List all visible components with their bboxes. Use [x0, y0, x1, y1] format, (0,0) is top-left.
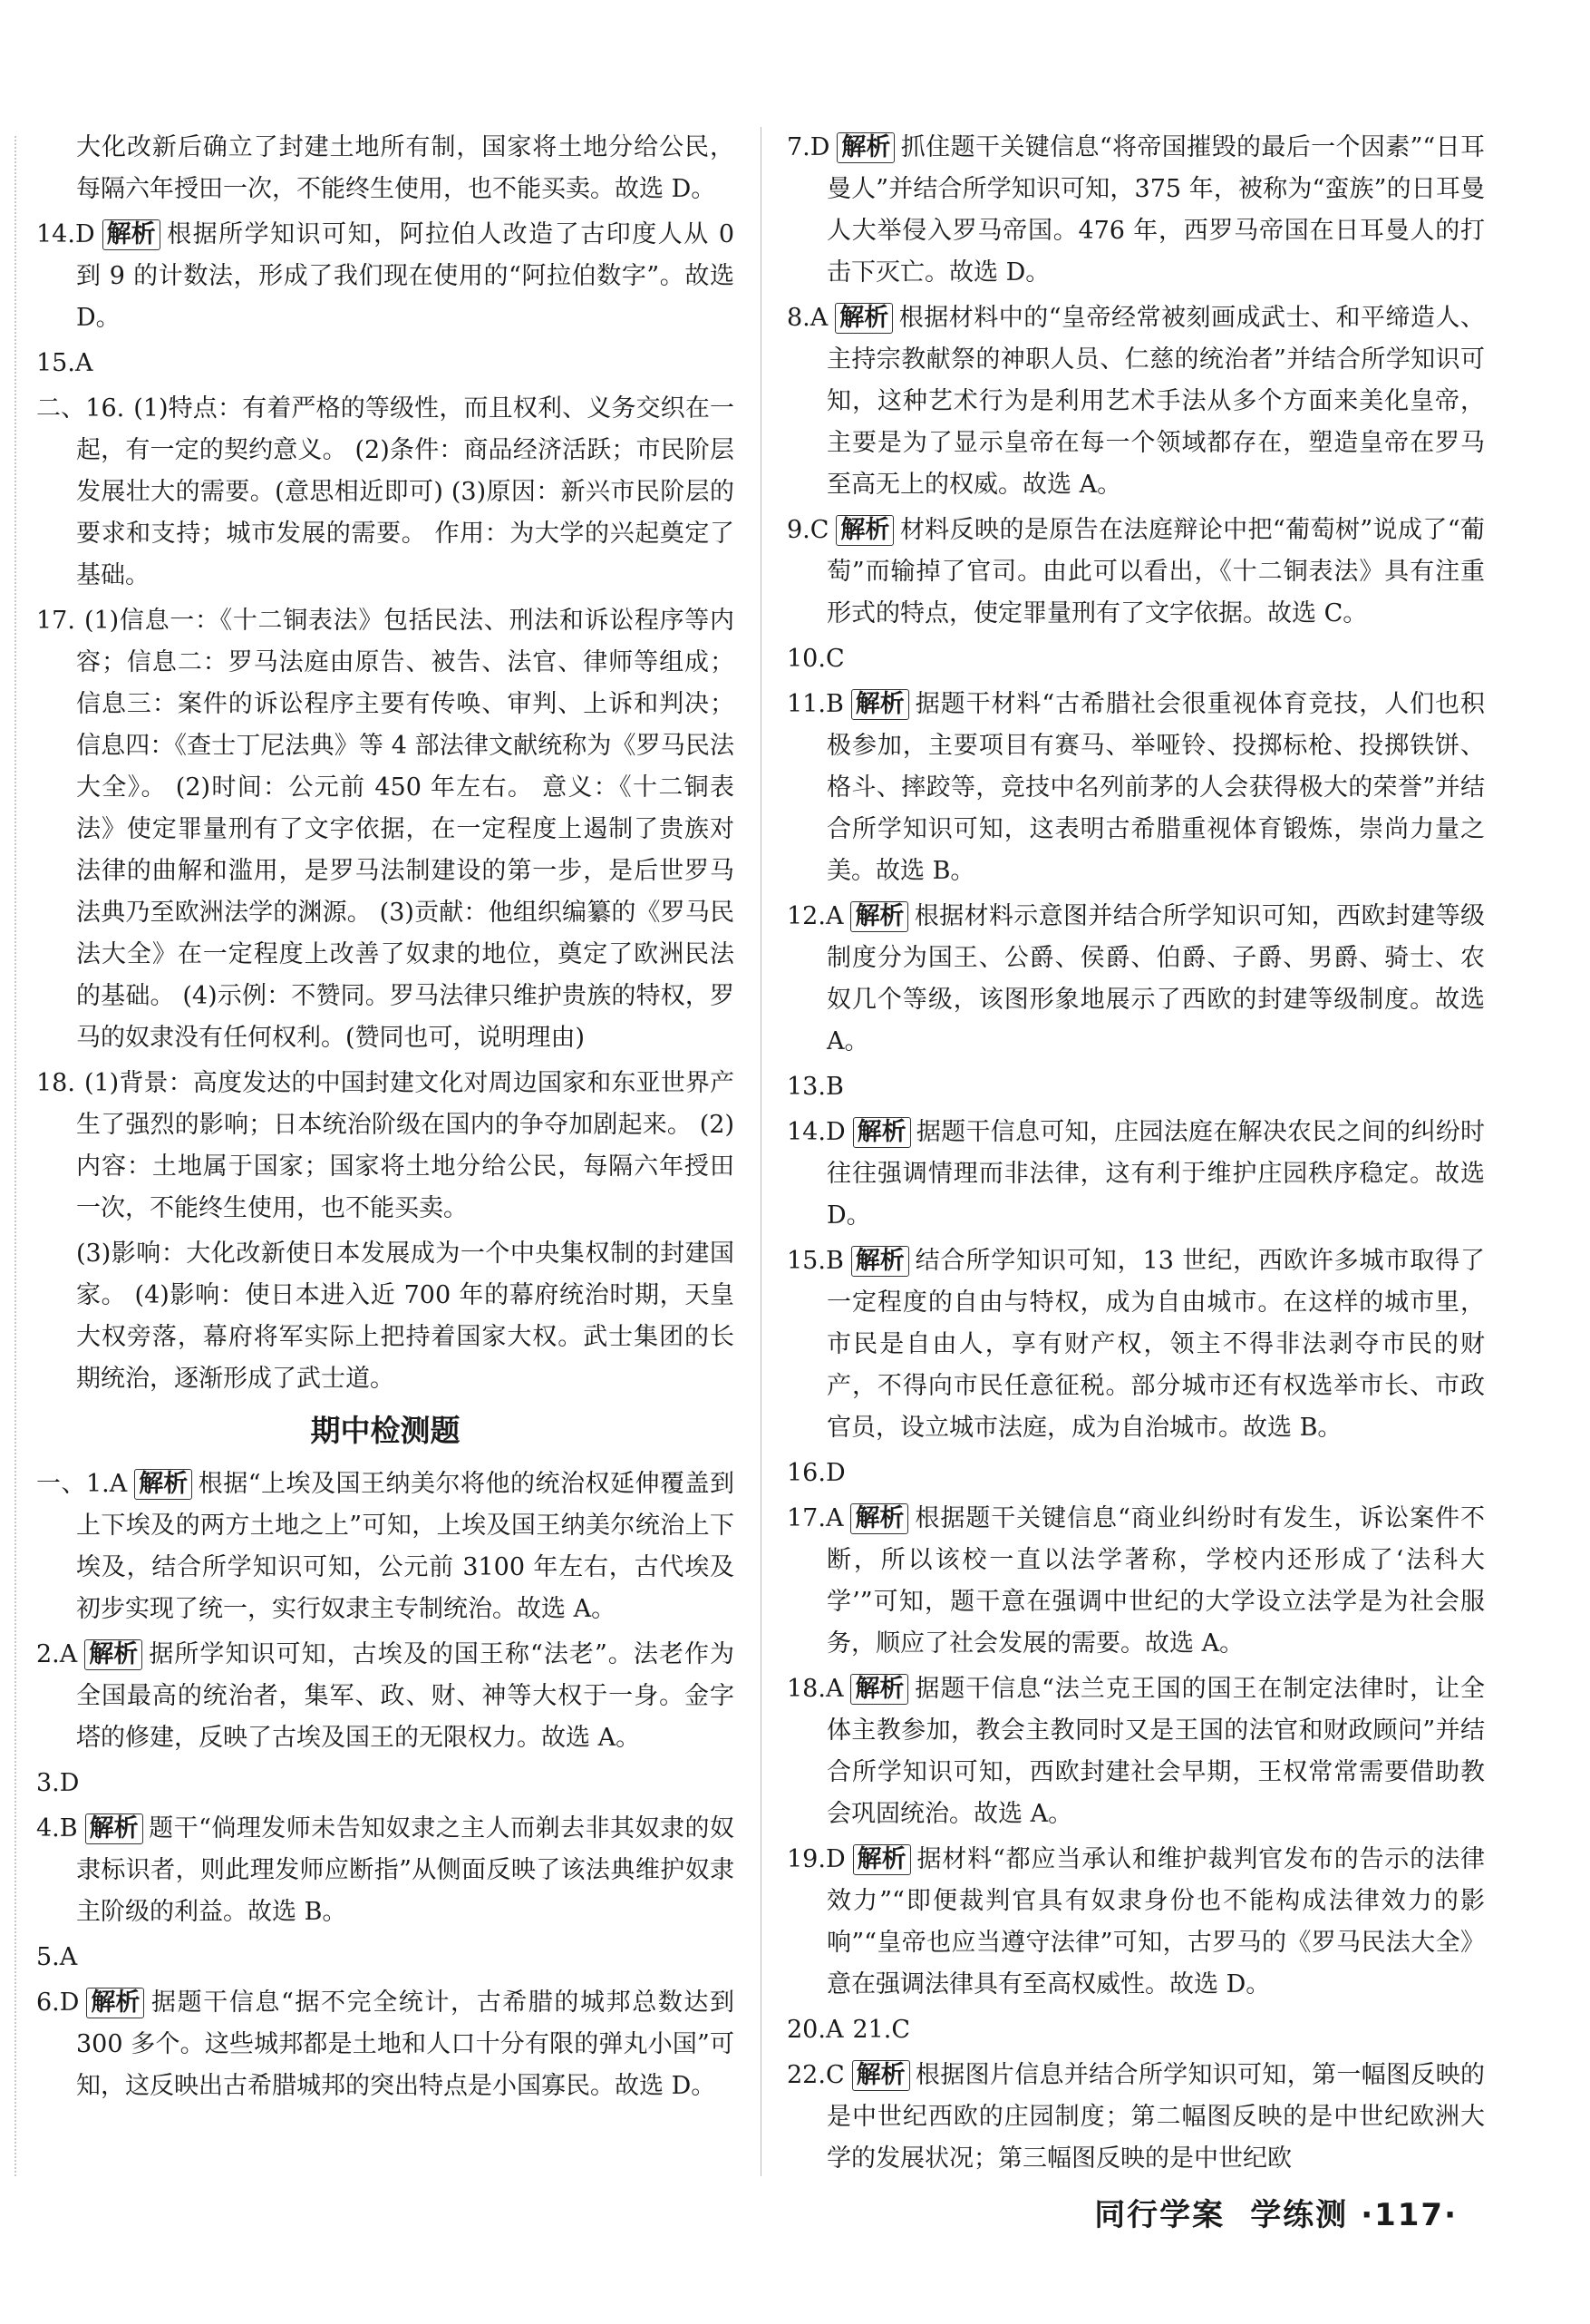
- question-number: 17.: [36, 607, 75, 635]
- answer-text: 大化改新后确立了封建土地所有制，国家将土地分给公民，每隔六年授田一次，不能终生使用，也不能买卖。故选 D。: [76, 133, 734, 203]
- analysis-tag: 解析: [850, 1503, 908, 1534]
- answer-text: (1)特点：有着严格的等级性，而且权利、义务交织在一起，有一定的契约意义。 (2)条件：商品经济活跃；市民阶层发展壮大的需要。(意思相近即可) (3)原因：新兴市民阶层的要求和支持；城市发展的需要。 作用：为大学的兴起奠定了基础。: [76, 394, 734, 589]
- answer-entry: [787, 1839, 1485, 2006]
- answer-text: 根据材料示意图并结合所学知识可知，西欧封建等级制度分为国王、公爵、侯爵、伯爵、子爵、男爵、骑士、农奴几个等级，该图形象地展示了西欧的封建等级制度。故选 A。: [827, 902, 1485, 1055]
- question-number: 16.D: [787, 1459, 846, 1487]
- right-column: [787, 127, 1485, 2183]
- answer-entry: [787, 1112, 1485, 1237]
- answer-text: 根据材料中的“皇帝经常被刻画成武士、和平缔造人、主持宗教献祭的神职人员、仁慈的统治者”并结合所学知识可知，这种艺术行为是利用艺术手法从多个方面来美化皇帝，主要是为了显示皇帝在每一个领域都存在，塑造皇帝在罗马至高无上的权威。故选 A。: [827, 304, 1485, 499]
- binding-edge: [15, 136, 16, 2176]
- page-number: ·117·: [1361, 2197, 1458, 2233]
- answer-text: 题干“倘理发师未告知奴隶之主人而剃去非其奴隶的奴隶标识者，则此理发师应断指”从侧面反映了该法典维护奴隶主阶级的利益。故选 B。: [76, 1814, 734, 1926]
- question-number: 9.C: [787, 516, 829, 544]
- analysis-tag: 解析: [852, 2060, 910, 2091]
- analysis-tag: 解析: [836, 515, 894, 546]
- answer-entry: [787, 896, 1485, 1063]
- question-number: 12.A: [787, 902, 844, 930]
- answer-text: 抓住题干关键信息“将帝国摧毁的最后一个因素”“日耳曼人”并结合所学知识可知，375 年，被称为“蛮族”的日耳曼人大举侵入罗马帝国。476 年，西罗马帝国在日耳曼人的打击下灭亡。故选 D。: [827, 133, 1485, 287]
- answer-entry: [36, 1763, 734, 1804]
- footer-brand: 同行学案: [1094, 2197, 1226, 2233]
- answer-text: 据所学知识可知，古埃及的国王称“法老”。法老作为全国最高的统治者，集军、政、财、神等大权于一身。金字塔的修建，反映了古埃及国王的无限权力。故选 A。: [76, 1640, 734, 1752]
- analysis-tag: 解析: [851, 689, 909, 720]
- answer-text: 根据所学知识可知，阿拉伯人改造了古印度人从 0 到 9 的计数法，形成了我们现在使用的“阿拉伯数字”。故选 D。: [76, 220, 734, 332]
- answer-entry: [36, 1463, 734, 1630]
- footer-series: 学练测: [1250, 2197, 1349, 2233]
- answer-text: 根据“上埃及国王纳美尔将他的统治权延伸覆盖到上下埃及的两方土地之上”可知，上埃及国王纳美尔统治上下埃及，结合所学知识可知，公元前 3100 年左右，古代埃及初步实现了统一，实行奴隶主专制统治。故选 A。: [76, 1470, 734, 1623]
- answer-entry: [36, 1634, 734, 1759]
- answer-entry: [36, 388, 734, 597]
- answer-text: 根据图片信息并结合所学知识可知，第一幅图反映的是中世纪西欧的庄园制度；第二幅图反映的是中世纪欧洲大学的发展状况；第三幅图反映的是中世纪欧: [827, 2061, 1485, 2173]
- answer-entry: [36, 343, 734, 384]
- question-number: 14.D: [787, 1118, 846, 1146]
- question-number: 15.A: [36, 349, 93, 377]
- answer-entry: [36, 1233, 734, 1400]
- answer-entry: [787, 1668, 1485, 1835]
- answer-text: 21.C: [852, 2016, 911, 2044]
- answer-entry: [36, 214, 734, 339]
- answer-entry: [36, 1982, 734, 2107]
- question-number: 10.C: [787, 645, 845, 673]
- analysis-tag: 解析: [853, 1844, 911, 1875]
- analysis-tag: 解析: [851, 1246, 909, 1277]
- section-heading: 期中检测题: [310, 1413, 461, 1448]
- question-number: 14.D: [36, 220, 95, 248]
- question-number: 7.D: [787, 133, 830, 161]
- analysis-tag: 解析: [102, 219, 160, 250]
- question-number: 15.B: [787, 1247, 844, 1275]
- question-number: 二、16.: [36, 394, 125, 423]
- answer-text: 结合所学知识可知，13 世纪，西欧许多城市取得了一定程度的自由与特权，成为自由城市。在这样的城市里，市民是自由人，享有财产权，领主不得非法剥夺市民的财产，不得向市民任意征税。部分城市还有权选举市长、市政官员，设立城市法庭，成为自治城市。故选 B。: [827, 1247, 1485, 1442]
- answer-entry: [36, 1808, 734, 1933]
- answer-entry: [36, 1063, 734, 1230]
- answer-entry: [36, 600, 734, 1059]
- answer-entry: [787, 510, 1485, 635]
- answer-entry: [787, 297, 1485, 506]
- answer-entry: [787, 1498, 1485, 1665]
- answer-entry: [787, 127, 1485, 294]
- analysis-tag: 解析: [84, 1639, 142, 1670]
- question-number: 5.A: [36, 1943, 78, 1971]
- answer-text: 据题干信息“法兰克王国的国王在制定法律时，让全体主教参加，教会主教同时又是王国的法官和财政顾问”并结合所学知识可知，西欧封建社会早期，王权常常需要借助教会巩固统治。故选 A。: [827, 1675, 1485, 1828]
- question-number: 2.A: [36, 1640, 78, 1668]
- answer-text: (3)影响：大化改新使日本发展成为一个中央集权制的封建国家。 (4)影响：使日本进入近 700 年的幕府统治时期，天皇大权旁落，幕府将军实际上把持着国家大权。武士集团的长期统治，逐渐形成了武士道。: [76, 1240, 734, 1393]
- answer-text: (1)信息一：《十二铜表法》包括民法、刑法和诉讼程序等内容；信息二：罗马法庭由原告、被告、法官、律师等组成；信息三：案件的诉讼程序主要有传唤、审判、上诉和判决；信息四：《查士丁尼法典》等 4 部法律文献统称为《罗马民法大全》。 (2)时间：公元前 450 年左右。 意义：《十二铜表法》使定罪量刑有了文字依据，在一定程度上遏制了贵族对法律的曲解和滥用，是罗马法制建设的第一步，是后世罗马法典乃至欧洲法学的渊源。 (3)贡献：他组织编纂的《罗马民法大全》在一定程度上改善了奴隶的地位，奠定了欧洲民法的基础。 (4)示例：不赞同。罗马法律只维护贵族的特权，罗马的奴隶没有任何权利。(赞同也可，说明理由): [76, 607, 734, 1052]
- answer-entry: [787, 638, 1485, 680]
- answer-entry: [787, 1453, 1485, 1494]
- analysis-tag: 解析: [85, 1813, 143, 1844]
- answer-text: 据题干材料“古希腊社会很重视体育竞技，人们也积极参加，主要项目有赛马、举哑铃、投掷标枪、投掷铁饼、格斗、摔跤等，竞技中名列前茅的人会获得极大的荣誉”并结合所学知识可知，这表明古希腊重视体育锻炼，崇尚力量之美。故选 B。: [827, 690, 1485, 885]
- question-number: 一、1.A: [36, 1470, 128, 1498]
- answer-text: (1)背景：高度发达的中国封建文化对周边国家和东亚世界产生了强烈的影响；日本统治阶级在国内的争夺加剧起来。 (2)内容：土地属于国家；国家将土地分给公民，每隔六年授田一次，不能终生使用，也不能买卖。: [76, 1069, 734, 1222]
- answer-text: 据材料“都应当承认和维护裁判官发布的告示的法律效力”“即便裁判官具有奴隶身份也不能构成法律效力的影响”“皇帝也应当遵守法律”可知，古罗马的《罗马民法大全》意在强调法律具有至高权威性。故选 D。: [827, 1845, 1485, 1998]
- answer-text: 据题干信息可知，庄园法庭在解决农民之间的纠纷时往往强调情理而非法律，这有利于维护庄园秩序稳定。故选 D。: [827, 1118, 1485, 1230]
- question-number: 6.D: [36, 1989, 80, 2017]
- question-number: 3.D: [36, 1769, 80, 1797]
- question-number: 11.B: [787, 690, 844, 718]
- left-column: [36, 127, 734, 2111]
- question-number: 20.A: [787, 2016, 844, 2044]
- answer-text: 据题干信息“据不完全统计，古希腊的城邦总数达到 300 多个。这些城邦都是土地和人口十分有限的弹丸小国”可知，这反映出古希腊城邦的突出特点是小国寡民。故选 D。: [76, 1989, 734, 2100]
- question-number: 13.B: [787, 1073, 844, 1101]
- question-number: 8.A: [787, 304, 829, 332]
- analysis-tag: 解析: [850, 1674, 908, 1705]
- analysis-tag: 解析: [86, 1988, 144, 2018]
- analysis-tag: 解析: [850, 901, 908, 932]
- answer-entry: [787, 2009, 1485, 2051]
- analysis-tag: 解析: [134, 1469, 192, 1500]
- analysis-tag: 解析: [837, 132, 895, 163]
- page-footer: [1094, 2190, 1458, 2234]
- question-number: 18.: [36, 1069, 75, 1097]
- question-number: 19.D: [787, 1845, 846, 1873]
- answer-entry: [787, 1240, 1485, 1449]
- answer-text: 材料反映的是原告在法庭辩论中把“葡萄树”说成了“葡萄”而输掉了官司。由此可以看出，《十二铜表法》具有注重形式的特点，使定罪量刑有了文字依据。故选 C。: [827, 516, 1485, 627]
- question-number: 22.C: [787, 2061, 845, 2089]
- answer-entry: [36, 127, 734, 210]
- answer-text: 根据题干关键信息“商业纠纷时有发生，诉讼案件不断，所以该校一直以法学著称，学校内还形成了‘法科大学’”可知，题干意在强调中世纪的大学设立法学是为社会服务，顺应了社会发展的需要。故选 A。: [827, 1504, 1485, 1658]
- answer-entry: [787, 684, 1485, 892]
- answer-entry: [787, 2055, 1485, 2180]
- answer-entry: [787, 1066, 1485, 1108]
- question-number: 18.A: [787, 1675, 844, 1703]
- analysis-tag: 解析: [853, 1117, 911, 1148]
- question-number: 4.B: [36, 1814, 78, 1843]
- question-number: 17.A: [787, 1504, 844, 1532]
- answer-entry: [36, 1937, 734, 1979]
- analysis-tag: 解析: [835, 303, 893, 334]
